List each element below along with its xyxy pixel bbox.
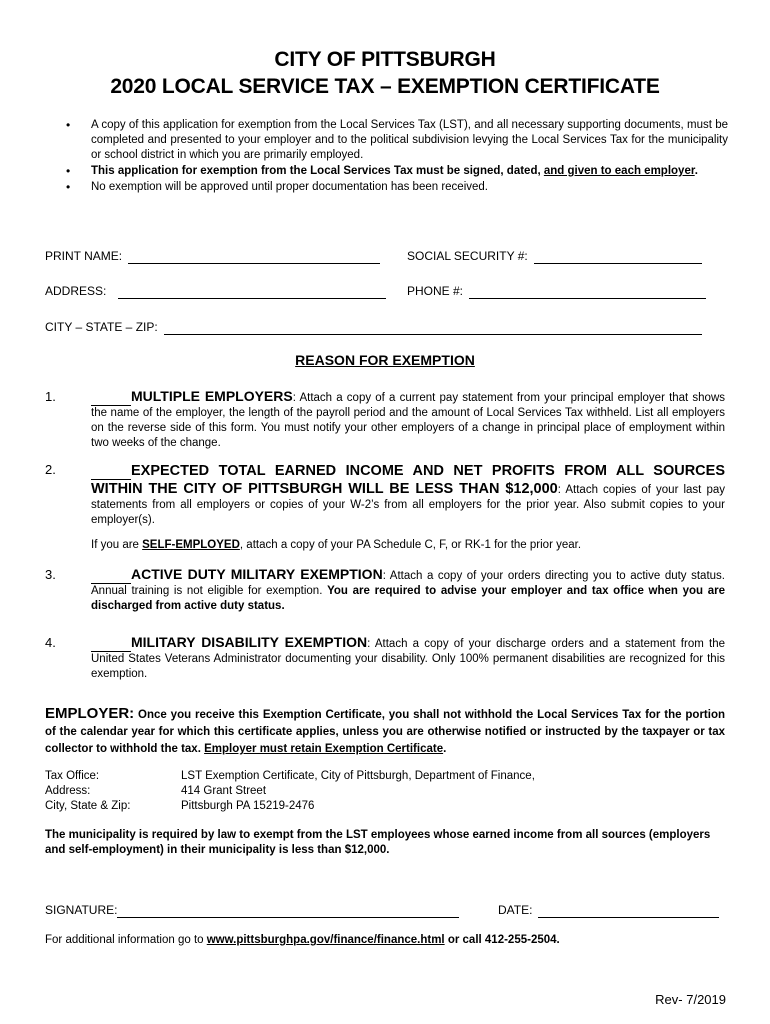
military-disability-check-field[interactable]	[91, 639, 131, 652]
city-state-zip-label: City, State & Zip:	[45, 800, 131, 812]
item-number: 4.	[45, 635, 56, 650]
item-heading: ACTIVE DUTY MILITARY EXEMPTION	[131, 566, 383, 582]
address-row	[45, 284, 386, 299]
instruction-item: • No exemption will be approved until proper documentation has been received.	[64, 180, 728, 195]
item-number: 1.	[45, 389, 56, 404]
city-state-zip-value: Pittsburgh PA 15219-2476	[181, 800, 315, 812]
item-number: 3.	[45, 567, 56, 582]
ssn-row	[407, 249, 702, 264]
phone-field[interactable]	[469, 287, 706, 299]
form-title-city: CITY OF PITTSBURGH	[274, 48, 496, 71]
signature-label: SIGNATURE:	[45, 903, 118, 917]
address-field[interactable]	[118, 287, 386, 299]
print-name-row	[45, 249, 380, 264]
item-heading: EXPECTED TOTAL EARNED INCOME AND NET PROFITS FROM ALL SOURCES WITHIN THE CITY OF PITTSBURGH WILL BE LESS THAN $12,000	[91, 463, 725, 497]
active-duty-check-field[interactable]	[91, 571, 131, 584]
signature-row	[45, 903, 459, 918]
multiple-employers-check-field[interactable]	[91, 393, 131, 406]
address-label: ADDRESS:	[45, 284, 107, 298]
additional-info: For additional information go to www.pittsburghpa.gov/finance/finance.html or call 412-255-2504.	[45, 934, 560, 946]
date-field[interactable]	[538, 906, 719, 918]
print-name-field[interactable]	[128, 252, 380, 264]
print-name-label: PRINT NAME:	[45, 249, 123, 263]
employer-instructions: EMPLOYER: Once you receive this Exemption Certificate, you shall not withhold the Local Services Tax for the portion of the calendar year for which this certificate applies, unless you are otherwise notified or instructed by the taxpayer or tax collector to withhold the tax. Employer must retain Exemption Certificate.	[45, 705, 725, 755]
item-heading: MILITARY DISABILITY EXEMPTION	[131, 634, 368, 650]
revision-date: Rev- 7/2019	[655, 992, 726, 1007]
finance-website-link[interactable]: www.pittsburghpa.gov/finance/finance.html	[206, 934, 445, 946]
self-employed-note: If you are SELF-EMPLOYED, attach a copy of your PA Schedule C, F, or RK-1 for the prior year.	[91, 539, 582, 551]
tax-office-label: Tax Office:	[45, 770, 100, 782]
income-check-field[interactable]	[91, 467, 131, 480]
ssn-field[interactable]	[534, 252, 702, 264]
address-label: Address:	[45, 785, 91, 797]
date-row	[498, 903, 719, 918]
municipality-notice: The municipality is required by law to exempt from the LST employees whose earned income from all sources (employers and self-employment) in their municipality is less than $12,000.	[45, 829, 711, 856]
city-state-zip-field[interactable]	[164, 323, 702, 335]
ssn-label: SOCIAL SECURITY #:	[407, 249, 528, 263]
phone-label: PHONE #:	[407, 284, 464, 298]
employer-lead: EMPLOYER:	[45, 705, 135, 722]
city-state-zip-row	[45, 320, 702, 335]
item-number: 2.	[45, 462, 56, 477]
signature-field[interactable]	[117, 906, 459, 918]
form-title-certificate: 2020 LOCAL SERVICE TAX – EXEMPTION CERTIFICATE	[110, 75, 660, 98]
tax-office-value: LST Exemption Certificate, City of Pittsburgh, Department of Finance,	[181, 770, 535, 782]
form-page: CITY OF PITTSBURGH 2020 LOCAL SERVICE TAX – EXEMPTION CERTIFICATE • A copy of this application for exemption from the Local Services Tax (LST), and all necessary supporting documents, must be completed and presented to your employer and to the political subdivision levying the Local Services Tax for the municipality or school district in which you are primarily employed. • This application for exemption from the Local Services Tax must be signed, dated, and given to each employer. • No exemption will be approved until proper documentation has been received. PRINT NAME: SOCIAL SECURITY #: ADDRESS: PHONE #: CITY – STATE – ZIP: REASON FOR EXEMPTION 1. MULTIPLE EMPLOYERS: Attach a copy of a current pay statement from your principal employer that shows the name of the employer, the length of the payroll period and the amount of Local Services Tax withheld. List all employers on the reverse side of this form. You must notify your other employers of a change in principal place of employment within two weeks of the change. 2. EXPECTED TOTAL EARNED INCOME AND NET PROFITS FROM ALL SOURCES WITHIN THE CITY OF PITTSBURGH WILL BE LESS THAN $12,000: Attach copies of your last pay statements from all employers or copies of your W-2’s from all employers for the prior year. Also submit copies to your employer(s). If you are SELF-EMPLOYED, attach a copy of your PA Schedule C, F, or RK-1 for the prior year. 3. ACTIVE DUTY MILITARY EXEMPTION: Attach a copy of your orders directing you to active duty status. Annual training is not eligible for exemption. You are required to advise your employer and tax office when you are discharged from active duty status. 4. MILITARY DISABILITY EXEMPTION: Attach a copy of your discharge orders and a statement from the United States Veterans Administrator documenting your disability. Only 100% permanent disabilities are recognized for this exemption. EMPLOYER: Once you receive this Exemption Certificate, you shall not withhold the Local Services Tax for the portion of the calendar year for which this certificate applies, unless you are otherwise notified or instructed by the taxpayer or tax collector to withhold the tax. Employer must retain Exemption Certificate. Tax Office: LST Exemption Certificate, City of Pittsburgh, Department of Finance, Address: 414 Grant Street City, State & Zip: Pittsburgh PA 15219-2476 The municipality is required by law to exempt from the LST employees whose earned income from all sources (employers and self-employment) in their municipality is less than $12,000. SIGNATURE: DATE: For additional information go to www.pittsburghpa.gov/finance/finance.html or call 412-255-2504. Rev- 7/2019	[0, 0, 770, 1024]
instruction-item: • A copy of this application for exemption from the Local Services Tax (LST), and all necessary supporting documents, must be completed and presented to your employer and to the political subdivision levying the Local Services Tax for the municipality or school district in which you are primarily employed.	[64, 118, 728, 163]
date-label: DATE:	[498, 903, 533, 917]
item-heading: MULTIPLE EMPLOYERS	[131, 388, 293, 404]
instructions-list	[64, 118, 728, 195]
city-state-zip-label: CITY – STATE – ZIP:	[45, 320, 158, 334]
phone-row	[407, 284, 706, 299]
reason-heading: REASON FOR EXEMPTION	[295, 352, 475, 368]
address-value: 414 Grant Street	[181, 785, 267, 797]
instruction-item: • This application for exemption from the Local Services Tax must be signed, dated, and given to each employer.	[64, 164, 728, 179]
